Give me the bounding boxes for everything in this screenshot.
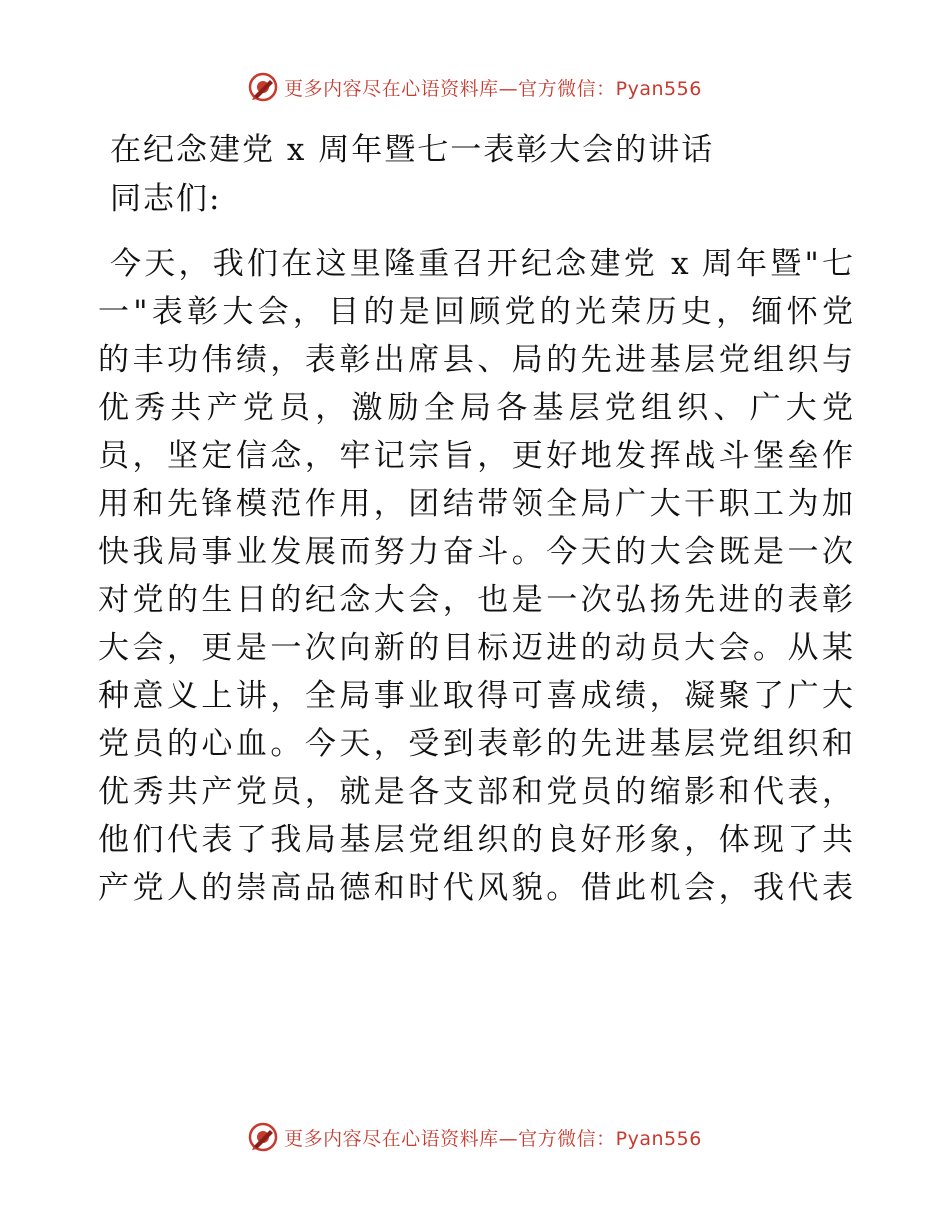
text-line: 优秀共产党员，就是各支部和党员的缩影和代表， <box>98 774 853 810</box>
text-line: 对党的生日的纪念大会，也是一次弘扬先进的表彰 <box>98 582 853 618</box>
pen-logo-icon <box>248 72 278 102</box>
text-line: 他们代表了我局基层党组织的良好形象，体现了共 <box>98 822 853 858</box>
header-banner-text: 更多内容尽在心语资料库—官方微信：Pyan556 <box>284 77 702 100</box>
text-line: 快我局事业发展而努力奋斗。今天的大会既是一次 <box>98 534 853 570</box>
pen-logo-icon <box>248 1122 278 1152</box>
text-line: 产党人的崇高品德和时代风貌。借此机会，我代表 <box>98 870 853 906</box>
text-line: 党员的心血。今天，受到表彰的先进基层党组织和 <box>98 726 853 762</box>
text-line: 优秀共产党员，激励全局各基层党组织、广大党 <box>98 390 853 426</box>
document-title: 在纪念建党 x 周年暨七一表彰大会的讲话 <box>110 132 715 168</box>
body-paragraph <box>98 240 853 912</box>
text-line: 员，坚定信念，牢记宗旨，更好地发挥战斗堡垒作 <box>98 438 853 474</box>
footer-banner-text: 更多内容尽在心语资料库—官方微信：Pyan556 <box>284 1127 702 1150</box>
salutation: 同志们: <box>110 181 222 217</box>
text-line: 大会，更是一次向新的目标迈进的动员大会。从某 <box>98 630 853 666</box>
text-line: 用和先锋模范作用，团结带领全局广大干职工为加 <box>98 486 853 522</box>
text-line: 的丰功伟绩，表彰出席县、局的先进基层党组织与 <box>98 342 853 378</box>
header-banner <box>0 72 950 102</box>
text-line: 种意义上讲，全局事业取得可喜成绩，凝聚了广大 <box>98 678 853 714</box>
text-line: 一"表彰大会，目的是回顾党的光荣历史，缅怀党 <box>98 294 853 330</box>
footer-banner <box>0 1122 950 1152</box>
text-line: 今天，我们在这里隆重召开纪念建党 x 周年暨"七 <box>110 246 853 282</box>
